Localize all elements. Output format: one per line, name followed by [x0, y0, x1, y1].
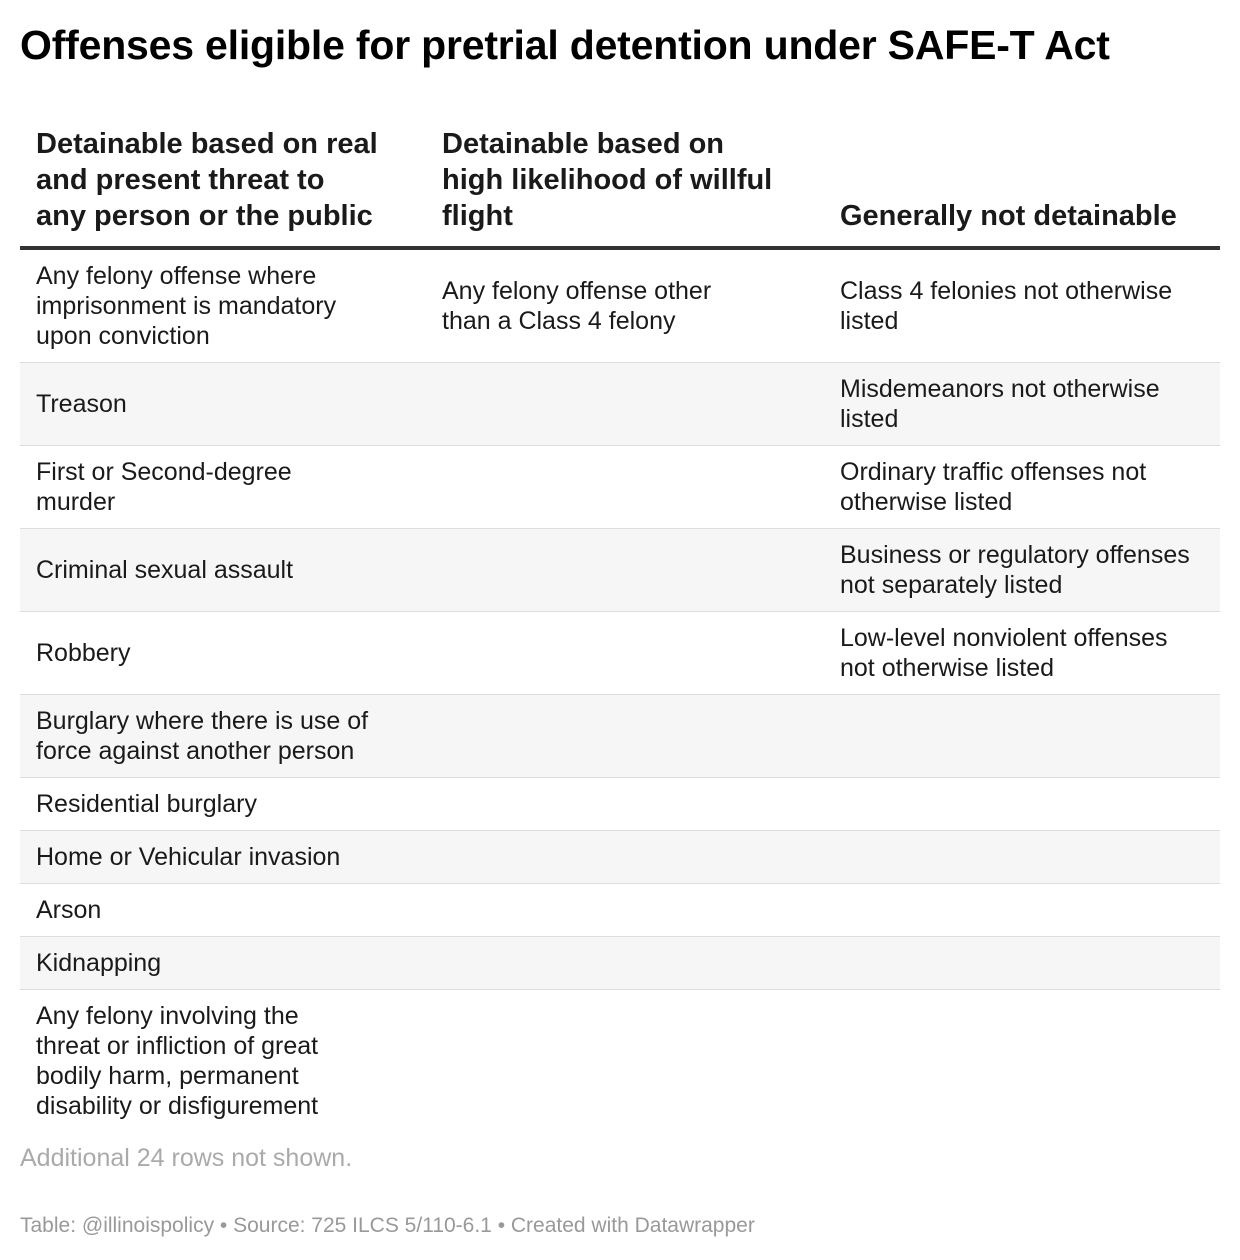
- table-cell-threat: Any felony involving the threat or infliction of great bodily harm, permanent disability or disfigurement: [36, 1002, 319, 1120]
- table-row: [20, 884, 1220, 937]
- table-row: [20, 937, 1220, 990]
- table-cell-flight: Any felony offense other than a Class 4 felony: [442, 277, 712, 335]
- table-row: [20, 250, 1220, 363]
- column-header-flight[interactable]: Detainable based on high likelihood of willful flight: [442, 128, 773, 232]
- table-row: [20, 446, 1220, 529]
- table-cell-not-detainable: Misdemeanors not otherwise listed: [840, 375, 1160, 433]
- table-row: [20, 612, 1220, 695]
- table-row: [20, 990, 1220, 1132]
- table-cell-not-detainable: Ordinary traffic offenses not otherwise listed: [840, 458, 1147, 516]
- table-cell-threat: Treason: [36, 390, 127, 418]
- offenses-table: [20, 126, 1220, 1132]
- table-body: [20, 250, 1220, 1132]
- table-row: [20, 831, 1220, 884]
- table-row: [20, 363, 1220, 446]
- table-cell-threat: Residential burglary: [36, 790, 257, 818]
- table-row: [20, 695, 1220, 778]
- column-header-threat[interactable]: Detainable based on real and present threat to any person or the public: [36, 128, 378, 232]
- chart-title: Offenses eligible for pretrial detention under SAFE-T Act: [20, 22, 1110, 68]
- table-cell-threat: First or Second-degree murder: [36, 458, 292, 516]
- table-cell-threat: Burglary where there is use of force against another person: [36, 707, 369, 765]
- table-cell-not-detainable: Business or regulatory offenses not separately listed: [840, 541, 1190, 599]
- table-cell-not-detainable: Low-level nonviolent offenses not otherwise listed: [840, 624, 1168, 682]
- table-cell-threat: Criminal sexual assault: [36, 556, 294, 584]
- table-cell-threat: Kidnapping: [36, 949, 162, 977]
- source-footer: Table: @illinoispolicy • Source: 725 ILCS 5/110-6.1 • Created with Datawrapper: [20, 1214, 755, 1237]
- table-cell-threat: Home or Vehicular invasion: [36, 843, 341, 871]
- table-row: [20, 529, 1220, 612]
- table-cell-not-detainable: Class 4 felonies not otherwise listed: [840, 277, 1173, 335]
- table-row: [20, 778, 1220, 831]
- table-cell-threat: Arson: [36, 896, 102, 924]
- table-cell-threat: Robbery: [36, 639, 131, 667]
- column-header-not-detainable[interactable]: Generally not detainable: [840, 200, 1177, 232]
- rows-not-shown-note: Additional 24 rows not shown.: [20, 1144, 353, 1172]
- table-cell-threat: Any felony offense where imprisonment is mandatory upon conviction: [36, 262, 337, 350]
- table-header: [20, 126, 1220, 250]
